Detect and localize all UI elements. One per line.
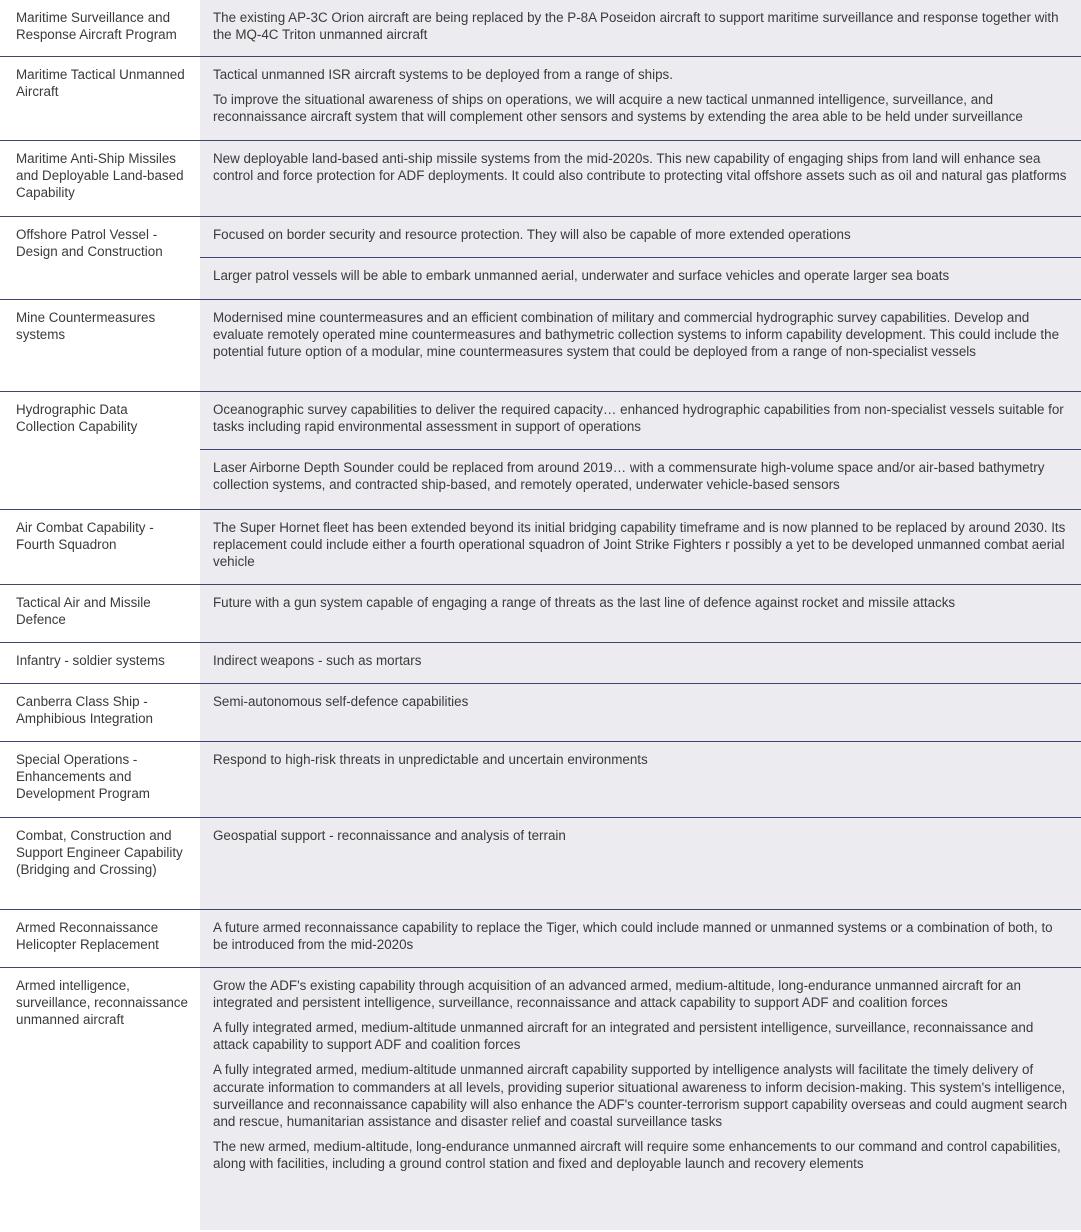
- description-paragraph: Tactical unmanned ISR aircraft systems to be deployed from a range of ships.: [213, 66, 673, 82]
- description-paragraph: The existing AP-3C Orion aircraft are being replaced by the P-8A Poseidon aircraft to support maritime surveillance and response together with the MQ-4C Triton unmanned aircraft: [213, 10, 1059, 43]
- description-block: [200, 57, 1081, 126]
- capability-description: [200, 967, 1081, 1232]
- capability-description: [200, 683, 1081, 741]
- capability-name: Combat, Construction and Support Engineer Capability (Bridging and Crossing): [16, 827, 183, 877]
- description-block: [200, 141, 1081, 184]
- description-block: [200, 910, 1081, 953]
- capability-name: Air Combat Capability - Fourth Squadron: [16, 519, 154, 552]
- capability-description: [200, 0, 1081, 56]
- description-paragraph: Future with a gun system capable of engaging a range of threats as the last line of defence against rocket and missile attacks: [213, 594, 956, 610]
- description-paragraph: New deployable land-based anti-ship missile systems from the mid-2020s. This new capability of engaging ships from land will enhance sea control and force protection for ADF deployments. It could also contribute to protecting vital offshore assets such as oil and natural gas platforms: [213, 150, 1067, 183]
- description-block: [200, 684, 1081, 710]
- capability-name: Maritime Tactical Unmanned Aircraft: [16, 66, 185, 99]
- description-paragraph: Modernised mine countermeasures and an efficient combination of military and commercial hydrographic survey capabilities. Develop and evaluate remotely operated mine countermeasures and bathymetric collection systems to inform capability development. This could include the potential future option of a modular, mine countermeasures system that could be deployed from a range of non-specialist vessels: [213, 309, 1060, 359]
- description-paragraph: Indirect weapons - such as mortars: [213, 652, 422, 668]
- description-block: [200, 217, 1081, 258]
- description-paragraph: Semi-autonomous self-defence capabilities: [213, 693, 469, 709]
- description-paragraph: Geospatial support - reconnaissance and analysis of terrain: [213, 827, 566, 843]
- description-paragraph: The new armed, medium-altitude, long-endurance unmanned aircraft will require some enhancements to our command and control capabilities, along with facilities, including a ground control station and fixed and deployable launch and recovery elements: [213, 1139, 1061, 1172]
- description-paragraph: Oceanographic survey capabilities to deliver the required capacity… enhanced hydrographic capabilities from non-specialist vessels suitable for tasks including rapid environmental assessment in support of operations: [213, 401, 1064, 434]
- description-block: [200, 968, 1081, 1173]
- description-paragraph: Grow the ADF's existing capability through acquisition of an advanced armed, medium-altitude, long-endurance unmanned aircraft for an integrated and persistent intelligence, surveillance, reconnaissance and attack capability to support ADF and coalition forces: [213, 977, 1021, 1010]
- table-row: [0, 909, 1081, 967]
- capability-description: [200, 140, 1081, 216]
- capability-name: Mine Countermeasures systems: [16, 309, 156, 342]
- description-block: [200, 585, 1081, 611]
- capability-description: [200, 817, 1081, 909]
- table-row: [0, 56, 1081, 140]
- capability-name: Maritime Anti-Ship Missiles and Deployable Land-based Capability: [16, 150, 184, 200]
- table-row: [0, 584, 1081, 642]
- table-row: [0, 509, 1081, 584]
- capability-name: Armed Reconnaissance Helicopter Replacement: [16, 919, 159, 952]
- capability-description: [200, 216, 1081, 299]
- table-row: [0, 140, 1081, 216]
- capability-description: [200, 584, 1081, 642]
- capability-name: Canberra Class Ship - Amphibious Integration: [16, 693, 153, 726]
- capability-name: Maritime Surveillance and Response Aircraft Program: [16, 10, 177, 43]
- description-block: [200, 742, 1081, 768]
- capability-description: [200, 909, 1081, 967]
- table-row: [0, 299, 1081, 391]
- capability-description: [200, 741, 1081, 817]
- description-block: [200, 0, 1081, 43]
- table-row: [0, 683, 1081, 741]
- capability-name: Tactical Air and Missile Defence: [16, 594, 151, 627]
- capability-description: [200, 509, 1081, 584]
- table-row: [0, 216, 1081, 299]
- description-paragraph: To improve the situational awareness of ships on operations, we will acquire a new tactical unmanned intelligence, surveillance, and reconnaissance aircraft system that will complement other sensors and systems by extending the area able to be held under surveillance: [213, 91, 1023, 124]
- table-row: [0, 967, 1081, 1232]
- description-block: [200, 643, 1081, 669]
- description-block: [200, 392, 1081, 450]
- description-paragraph: Larger patrol vessels will be able to embark unmanned aerial, underwater and surface vehicles and operate larger sea boats: [213, 267, 950, 283]
- table-row: [0, 817, 1081, 909]
- description-paragraph: A fully integrated armed, medium-altitude unmanned aircraft for an integrated and persistent intelligence, surveillance, reconnaissance and attack capability to support ADF and coalition forces: [213, 1019, 1034, 1053]
- capability-description: [200, 391, 1081, 509]
- capability-name: Special Operations - Enhancements and Development Program: [16, 751, 150, 801]
- capability-description: [200, 299, 1081, 391]
- description-paragraph: A future armed reconnaissance capability to replace the Tiger, which could include manned or unmanned systems or a combination of both, to be introduced from the mid-2020s: [213, 919, 1053, 952]
- description-paragraph: Focused on border security and resource protection. They will also be capable of more extended operations: [213, 226, 851, 242]
- table-row: [0, 642, 1081, 683]
- description-block: [200, 450, 1081, 509]
- description-block: [200, 300, 1081, 361]
- description-paragraph: Respond to high-risk threats in unpredictable and uncertain environments: [213, 751, 648, 767]
- description-block: [200, 510, 1081, 571]
- description-paragraph: A fully integrated armed, medium-altitude unmanned aircraft capability supported by intelligence analysts will facilitate the timely delivery of accurate information to commanders at all levels, providing superior situational awareness to inform decision-making. This system's intelligence, surveillance and reconnaissance capability will also enhance the ADF's counter-terrorism support capability overseas and could augment search and rescue, humanitarian assistance and disaster relief and coastal surveillance tasks: [213, 1062, 1068, 1129]
- capability-description: [200, 56, 1081, 140]
- capability-name: Hydrographic Data Collection Capability: [16, 401, 138, 434]
- description-block: [200, 258, 1081, 299]
- capability-name: Offshore Patrol Vessel - Design and Construction: [16, 226, 163, 259]
- capability-name: Armed intelligence, surveillance, reconnaissance unmanned aircraft: [16, 977, 188, 1027]
- table-row: [0, 391, 1081, 509]
- description-paragraph: The Super Hornet fleet has been extended beyond its initial bridging capability timeframe and is now planned to be replaced by around 2030. Its replacement could include either a fourth operational squadron of Joint Strike Fighters r possibly a yet to be developed unmanned combat aerial vehicle: [213, 519, 1066, 569]
- table-row: [0, 0, 1081, 56]
- description-paragraph: Laser Airborne Depth Sounder could be replaced from around 2019… with a commensurate high-volume space and/or air-based bathymetry collection systems, and contracted ship-based, and remotely operated, underwater vehicle-based sensors: [213, 459, 1045, 492]
- table-row: [0, 741, 1081, 817]
- capability-description: [200, 642, 1081, 683]
- description-block: [200, 818, 1081, 844]
- capability-name: Infantry - soldier systems: [16, 652, 165, 668]
